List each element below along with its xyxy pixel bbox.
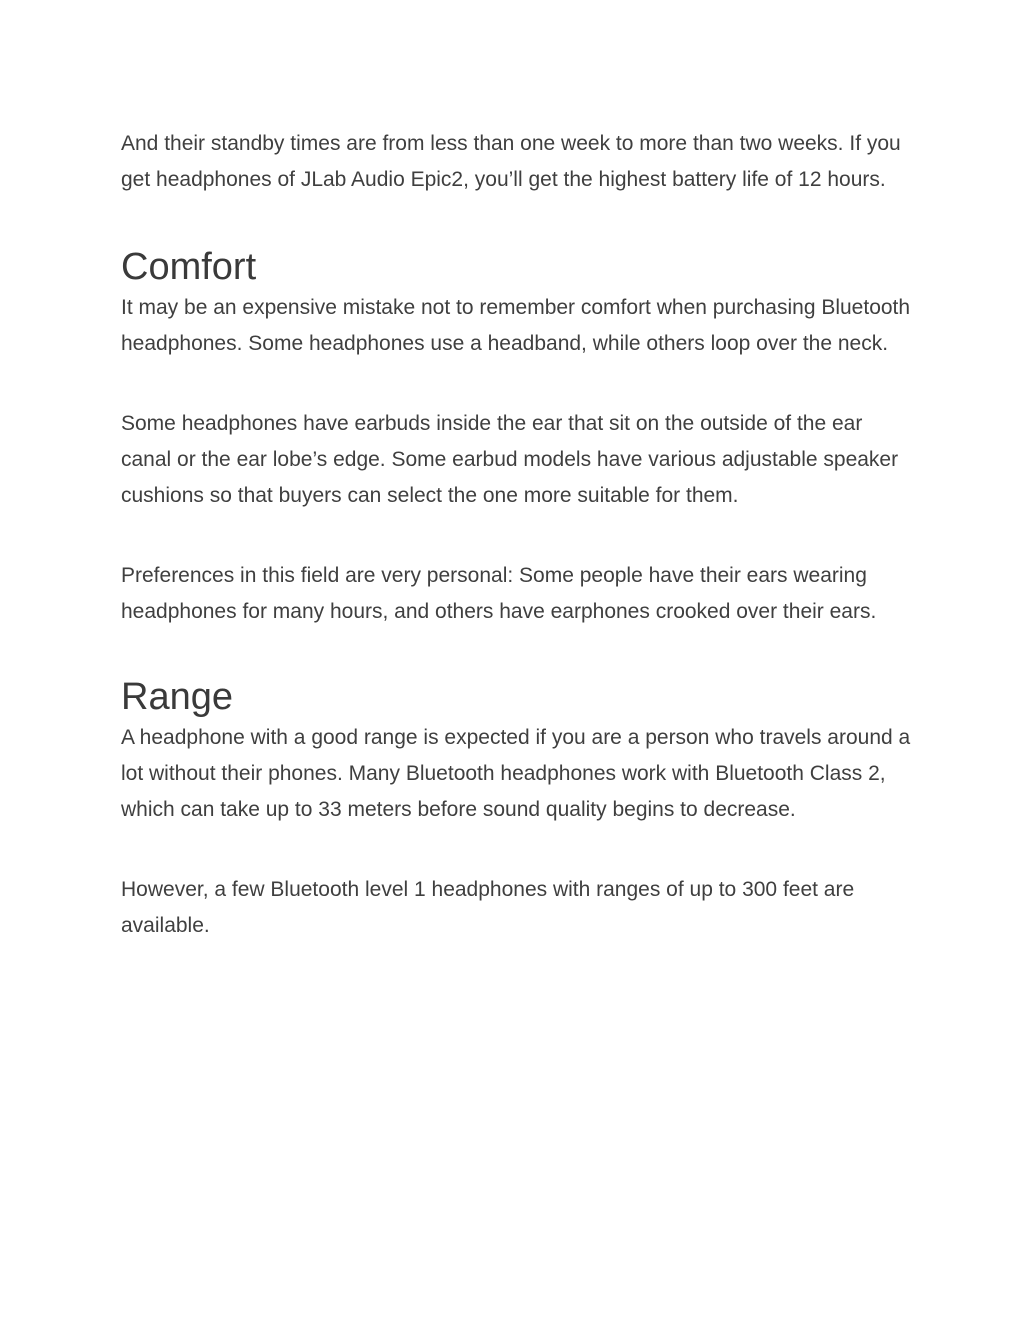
comfort-paragraph-2: Some headphones have earbuds inside the ear that sit on the outside of the ear canal or the ear lobe’s edge. Some earbud models have various adjustable speaker cushions so that buyers can select the one more suitable for them. [121, 412, 899, 507]
section-heading-comfort: Comfort [121, 246, 257, 288]
range-paragraph-2: However, a few Bluetooth level 1 headphones with ranges of up to 300 feet are available. [121, 878, 855, 937]
intro-paragraph: And their standby times are from less than one week to more than two weeks. If you get headphones of JLab Audio Epic2, you’ll get the highest battery life of 12 hours. [121, 132, 901, 191]
section-heading-range: Range [121, 676, 233, 718]
comfort-paragraph-1: It may be an expensive mistake not to remember comfort when purchasing Bluetooth headphones. Some headphones use a headband, while others loop over the neck. [121, 296, 911, 355]
document-page [121, 126, 911, 944]
range-paragraph-1: A headphone with a good range is expected if you are a person who travels around a lot without their phones. Many Bluetooth headphones work with Bluetooth Class 2, which can take up to 33 meters before sound quality begins to decrease. [121, 726, 911, 821]
comfort-paragraph-3: Preferences in this field are very personal: Some people have their ears wearing headphones for many hours, and others have earphones crooked over their ears. [121, 564, 877, 623]
